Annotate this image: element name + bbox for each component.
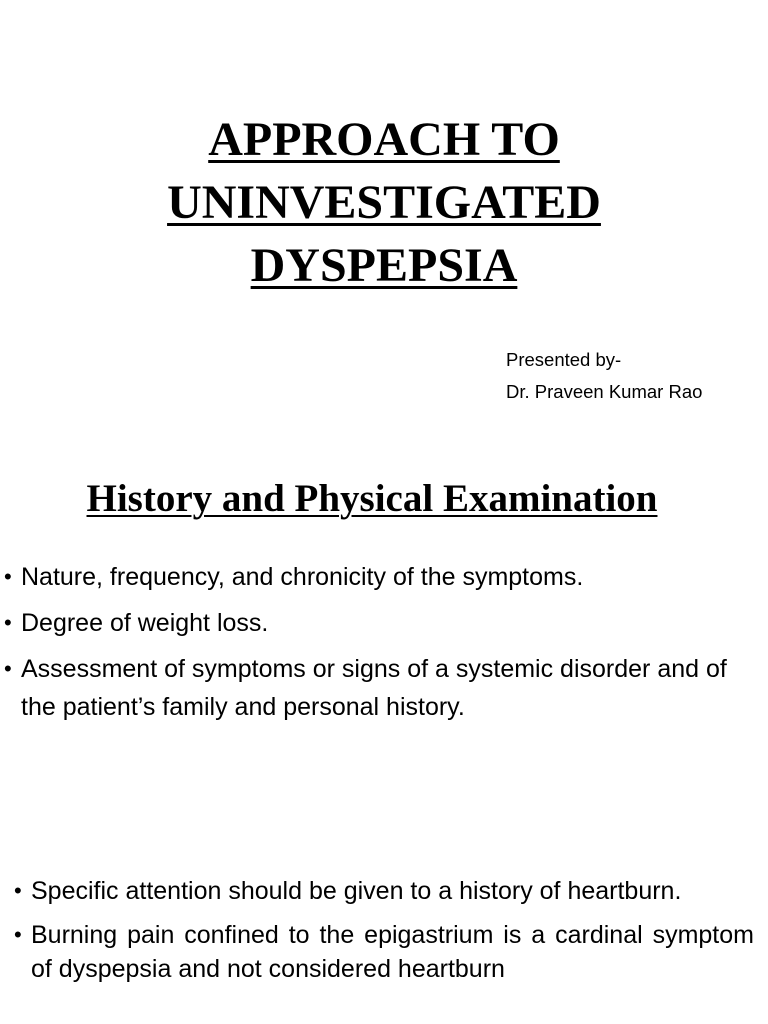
bullet-item: • Burning pain confined to the epigastrium is a cardinal symptom of dyspepsia and not considered heartburn — [14, 918, 754, 986]
bullet-item: • Assessment of symptoms or signs of a systemic disorder and of the patient’s family and personal history. — [4, 650, 762, 726]
bullet-list — [14, 874, 754, 996]
title-line: DYSPEPSIA — [250, 239, 518, 292]
heartburn-slide — [0, 768, 768, 1024]
bullet-list — [4, 558, 762, 734]
presenter-block — [506, 344, 702, 408]
bullet-item: • Nature, frequency, and chronicity of the symptoms. — [4, 558, 762, 596]
presented-by-label: Presented by- — [506, 349, 622, 370]
title-line: APPROACH TO — [208, 113, 560, 166]
title-slide — [0, 0, 768, 432]
bullet-item: • Specific attention should be given to a history of heartburn. — [14, 874, 754, 908]
slide-title — [0, 108, 768, 297]
slide-heading: History and Physical Examination — [86, 477, 658, 520]
history-slide — [0, 432, 768, 768]
title-line: UNINVESTIGATED — [167, 176, 601, 229]
bullet-item: • Degree of weight loss. — [4, 604, 762, 642]
presenter-name: Dr. Praveen Kumar Rao — [506, 381, 703, 402]
